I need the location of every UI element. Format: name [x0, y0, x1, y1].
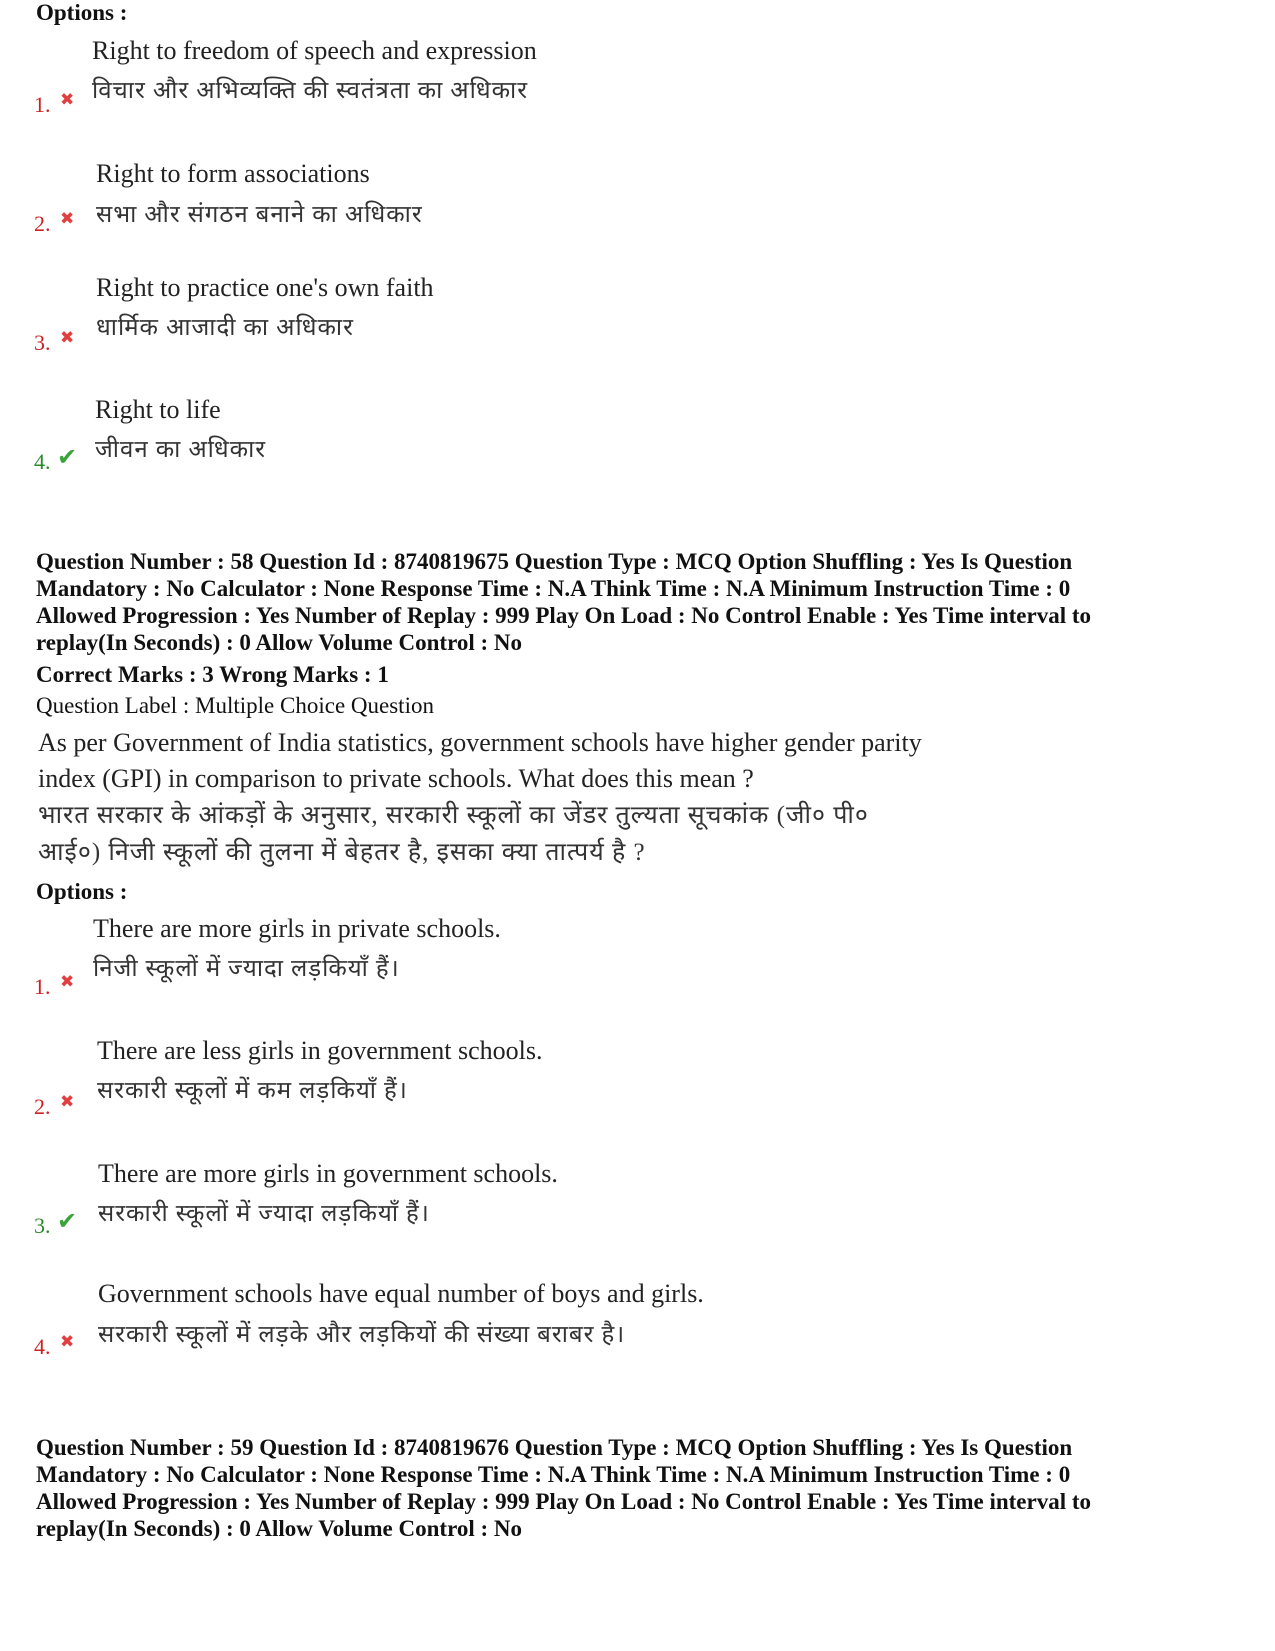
question-meta-line: Mandatory : No Calculator : None Response Time : N.A Think Time : N.A Minimum Instruction Time : 0	[36, 576, 1071, 601]
question-label: Question Label : Multiple Choice Question	[36, 693, 434, 718]
option-number: 3.	[34, 330, 51, 355]
option-text-en: There are more girls in government schools.	[98, 1159, 558, 1188]
option-text-en: Right to life	[95, 395, 221, 424]
option-number: 1.	[34, 92, 51, 117]
question-meta-line: Mandatory : No Calculator : None Response Time : N.A Think Time : N.A Minimum Instruction Time : 0	[36, 1462, 1071, 1487]
option-text-hi: निजी स्कूलों में ज्यादा लड़कियाँ हैं।	[93, 956, 400, 982]
wrong-icon: ✖	[60, 328, 75, 348]
question-text-hi: आई०) निजी स्कूलों की तुलना में बेहतर है, इसका क्या तात्पर्य है ?	[38, 839, 646, 866]
question-marks: Correct Marks : 3 Wrong Marks : 1	[36, 662, 389, 687]
options-heading: Options :	[36, 0, 128, 25]
question-text-hi: भारत सरकार के आंकड़ों के अनुसार, सरकारी स्कूलों का जेंडर तुल्यता सूचकांक (जी० पी०	[38, 802, 869, 829]
question-meta-line: Question Number : 59 Question Id : 8740819676 Question Type : MCQ Option Shuffling : Yes Is Question	[36, 1435, 1073, 1460]
question-meta-line: Question Number : 58 Question Id : 8740819675 Question Type : MCQ Option Shuffling : Yes Is Question	[36, 549, 1073, 574]
question-meta-line: Allowed Progression : Yes Number of Replay : 999 Play On Load : No Control Enable : Yes Time interval to	[36, 1489, 1092, 1514]
wrong-icon: ✖	[60, 90, 75, 110]
option-text-hi: विचार और अभिव्यक्ति की स्वतंत्रता का अधिकार	[92, 78, 529, 104]
wrong-icon: ✖	[60, 972, 75, 992]
wrong-icon: ✖	[60, 1092, 75, 1112]
question-meta-line: replay(In Seconds) : 0 Allow Volume Control : No	[36, 630, 523, 655]
option-text-hi: धार्मिक आजादी का अधिकार	[96, 315, 354, 341]
option-text-en: Right to form associations	[96, 159, 370, 188]
correct-icon: ✔	[57, 443, 78, 471]
option-text-hi: सरकारी स्कूलों में कम लड़कियाँ हैं।	[97, 1078, 408, 1104]
option-number: 2.	[34, 211, 51, 236]
option-number: 4.	[34, 449, 51, 474]
option-text-hi: जीवन का अधिकार	[95, 437, 267, 463]
question-text-en: As per Government of India statistics, government schools have higher gender parity	[38, 728, 922, 757]
option-number: 3.	[34, 1213, 51, 1238]
wrong-icon: ✖	[60, 1332, 75, 1352]
option-text-hi: सरकारी स्कूलों में ज्यादा लड़कियाँ हैं।	[98, 1201, 430, 1227]
wrong-icon: ✖	[60, 209, 75, 229]
option-number: 2.	[34, 1094, 51, 1119]
option-text-hi: सभा और संगठन बनाने का अधिकार	[96, 202, 423, 228]
question-text-en: index (GPI) in comparison to private schools. What does this mean ?	[38, 764, 754, 793]
option-text-en: Government schools have equal number of boys and girls.	[98, 1279, 704, 1308]
option-text-en: Right to freedom of speech and expression	[92, 36, 537, 65]
option-text-en: Right to practice one's own faith	[96, 273, 434, 302]
correct-icon: ✔	[57, 1207, 78, 1235]
option-text-en: There are less girls in government schools.	[97, 1036, 543, 1065]
option-text-en: There are more girls in private schools.	[93, 914, 501, 943]
option-number: 1.	[34, 974, 51, 999]
option-text-hi: सरकारी स्कूलों में लड़के और लड़कियों की संख्या बराबर है।	[98, 1322, 626, 1348]
option-number: 4.	[34, 1334, 51, 1359]
question-meta-line: Allowed Progression : Yes Number of Replay : 999 Play On Load : No Control Enable : Yes Time interval to	[36, 603, 1092, 628]
question-meta-line: replay(In Seconds) : 0 Allow Volume Control : No	[36, 1516, 523, 1541]
options-heading: Options :	[36, 879, 128, 904]
